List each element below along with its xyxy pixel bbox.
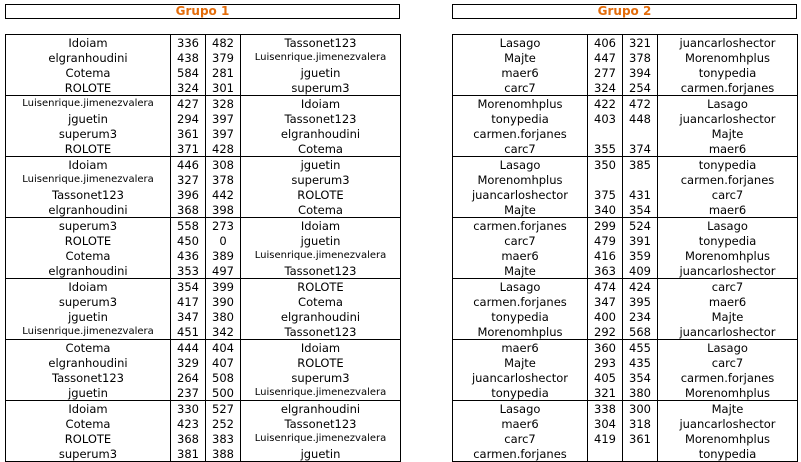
home-score-cell: 361	[171, 126, 206, 141]
home-score-cell: 293	[588, 355, 623, 370]
home-score-cell: 479	[588, 233, 623, 248]
away-player-cell: juancarloshector	[658, 416, 798, 431]
match-row	[6, 202, 401, 218]
match-row	[6, 401, 401, 417]
home-player-cell: Cotema	[6, 340, 171, 356]
home-player-cell: jguetin	[6, 385, 171, 401]
away-player-cell: carc7	[658, 355, 798, 370]
away-player-cell: superum3	[241, 172, 401, 187]
away-score-cell: 391	[623, 233, 658, 248]
away-player-cell: tonypedia	[658, 65, 798, 80]
home-player-cell: carc7	[453, 431, 588, 446]
home-player-cell: superum3	[6, 126, 171, 141]
match-row	[453, 218, 798, 234]
away-player-cell: carc7	[658, 279, 798, 295]
away-score-cell: 252	[206, 416, 241, 431]
away-score-cell: 273	[206, 218, 241, 234]
home-player-cell: jguetin	[6, 111, 171, 126]
away-score-cell: 359	[623, 248, 658, 263]
home-player-cell: maer6	[453, 416, 588, 431]
home-score-cell	[588, 446, 623, 462]
away-score-cell	[623, 126, 658, 141]
match-row	[453, 111, 798, 126]
home-score-cell: 338	[588, 401, 623, 417]
away-score-cell: 234	[623, 309, 658, 324]
home-player-cell: juancarloshector	[453, 187, 588, 202]
match-row	[6, 309, 401, 324]
home-player-cell: carc7	[453, 233, 588, 248]
away-player-cell: Cotema	[241, 141, 401, 157]
home-player-cell: Idoiam	[6, 157, 171, 173]
home-player-cell: carc7	[453, 80, 588, 96]
home-player-cell: Luisenrique.jimenezvalera	[6, 96, 171, 112]
away-score-cell: 300	[623, 401, 658, 417]
home-player-cell: Cotema	[6, 65, 171, 80]
away-player-cell: Majte	[658, 401, 798, 417]
away-score-cell: 321	[623, 35, 658, 51]
home-player-cell: Lasago	[453, 401, 588, 417]
away-score-cell: 318	[623, 416, 658, 431]
away-player-cell: Luisenrique.jimenezvalera	[241, 385, 401, 401]
match-row	[6, 294, 401, 309]
match-row	[453, 416, 798, 431]
match-row	[453, 248, 798, 263]
away-player-cell: ROLOTE	[241, 279, 401, 295]
home-player-cell: ROLOTE	[6, 80, 171, 96]
match-row	[6, 385, 401, 401]
away-score-cell: 435	[623, 355, 658, 370]
away-score-cell: 404	[206, 340, 241, 356]
home-score-cell: 329	[171, 355, 206, 370]
away-score-cell: 254	[623, 80, 658, 96]
away-score-cell: 568	[623, 324, 658, 340]
away-score-cell: 431	[623, 187, 658, 202]
match-row	[453, 279, 798, 295]
home-player-cell: tonypedia	[453, 385, 588, 401]
home-player-cell: carmen.forjanes	[453, 446, 588, 462]
home-player-cell: Majte	[453, 355, 588, 370]
match-row	[6, 324, 401, 340]
home-player-cell: ROLOTE	[6, 431, 171, 446]
away-score-cell: 388	[206, 446, 241, 462]
away-player-cell: Morenomhplus	[658, 385, 798, 401]
match-row	[453, 401, 798, 417]
home-player-cell: carc7	[453, 141, 588, 157]
home-player-cell: Majte	[453, 263, 588, 279]
home-player-cell: carmen.forjanes	[453, 126, 588, 141]
home-score-cell: 423	[171, 416, 206, 431]
away-player-cell: Majte	[658, 309, 798, 324]
away-score-cell: 342	[206, 324, 241, 340]
away-score-cell: 527	[206, 401, 241, 417]
home-score-cell: 292	[588, 324, 623, 340]
away-player-cell: Tassonet123	[241, 324, 401, 340]
home-score-cell: 396	[171, 187, 206, 202]
home-score-cell	[588, 172, 623, 187]
away-score-cell: 399	[206, 279, 241, 295]
home-player-cell: maer6	[453, 248, 588, 263]
group-1-rows	[6, 35, 401, 462]
group-1-title: Grupo 1	[5, 4, 400, 19]
home-player-cell: Tassonet123	[6, 187, 171, 202]
match-row	[6, 218, 401, 234]
match-row	[453, 370, 798, 385]
away-score-cell: 380	[623, 385, 658, 401]
home-player-cell: superum3	[6, 294, 171, 309]
away-player-cell: Morenomhplus	[658, 431, 798, 446]
away-score-cell: 409	[623, 263, 658, 279]
away-player-cell: Tassonet123	[241, 111, 401, 126]
away-player-cell: tonypedia	[658, 446, 798, 462]
match-row	[6, 126, 401, 141]
away-player-cell: juancarloshector	[658, 111, 798, 126]
away-player-cell: Cotema	[241, 294, 401, 309]
away-player-cell: Idoiam	[241, 340, 401, 356]
home-score-cell: 427	[171, 96, 206, 112]
away-player-cell: carmen.forjanes	[658, 172, 798, 187]
away-score-cell: 397	[206, 126, 241, 141]
home-player-cell: carmen.forjanes	[453, 294, 588, 309]
home-player-cell: Idoiam	[6, 401, 171, 417]
away-score-cell	[623, 446, 658, 462]
away-score-cell: 361	[623, 431, 658, 446]
away-score-cell: 378	[623, 50, 658, 65]
match-row	[453, 233, 798, 248]
away-player-cell: tonypedia	[658, 233, 798, 248]
away-score-cell: 442	[206, 187, 241, 202]
match-row	[6, 157, 401, 173]
home-player-cell: carmen.forjanes	[453, 218, 588, 234]
home-score-cell: 336	[171, 35, 206, 51]
match-row	[453, 355, 798, 370]
group-1-results-table	[5, 34, 401, 462]
match-row	[6, 96, 401, 112]
match-row	[453, 187, 798, 202]
match-row	[453, 65, 798, 80]
match-row	[453, 96, 798, 112]
match-row	[453, 294, 798, 309]
match-row	[6, 416, 401, 431]
away-player-cell: ROLOTE	[241, 355, 401, 370]
home-player-cell: elgranhoudini	[6, 202, 171, 218]
home-player-cell: maer6	[453, 65, 588, 80]
away-player-cell: maer6	[658, 294, 798, 309]
away-player-cell: juancarloshector	[658, 324, 798, 340]
home-score-cell: 347	[588, 294, 623, 309]
home-player-cell: elgranhoudini	[6, 263, 171, 279]
home-score-cell: 371	[171, 141, 206, 157]
match-row	[453, 263, 798, 279]
match-row	[453, 157, 798, 173]
away-score-cell: 301	[206, 80, 241, 96]
match-row	[6, 187, 401, 202]
match-row	[6, 141, 401, 157]
away-score-cell: 308	[206, 157, 241, 173]
home-player-cell: ROLOTE	[6, 233, 171, 248]
home-score-cell: 350	[588, 157, 623, 173]
away-player-cell: jguetin	[241, 446, 401, 462]
away-player-cell: elgranhoudini	[241, 401, 401, 417]
match-row	[453, 324, 798, 340]
match-row	[453, 446, 798, 462]
home-player-cell: tonypedia	[453, 309, 588, 324]
away-player-cell: Tassonet123	[241, 416, 401, 431]
away-player-cell: Luisenrique.jimenezvalera	[241, 248, 401, 263]
away-player-cell: elgranhoudini	[241, 126, 401, 141]
away-score-cell: 394	[623, 65, 658, 80]
home-player-cell: superum3	[6, 446, 171, 462]
match-row	[6, 172, 401, 187]
home-score-cell: 405	[588, 370, 623, 385]
match-row	[6, 50, 401, 65]
match-row	[6, 35, 401, 51]
home-score-cell: 340	[588, 202, 623, 218]
home-score-cell: 264	[171, 370, 206, 385]
home-score-cell: 436	[171, 248, 206, 263]
home-score-cell: 327	[171, 172, 206, 187]
away-score-cell: 407	[206, 355, 241, 370]
home-player-cell: Morenomhplus	[453, 324, 588, 340]
home-score-cell: 277	[588, 65, 623, 80]
away-score-cell: 354	[623, 370, 658, 385]
match-row	[453, 50, 798, 65]
away-score-cell: 380	[206, 309, 241, 324]
match-row	[6, 248, 401, 263]
home-player-cell: elgranhoudini	[6, 355, 171, 370]
away-player-cell: juancarloshector	[658, 263, 798, 279]
away-player-cell: Morenomhplus	[658, 50, 798, 65]
home-player-cell: superum3	[6, 218, 171, 234]
away-player-cell: jguetin	[241, 65, 401, 80]
away-player-cell: Majte	[658, 126, 798, 141]
away-score-cell: 0	[206, 233, 241, 248]
away-score-cell: 448	[623, 111, 658, 126]
home-score-cell: 403	[588, 111, 623, 126]
home-score-cell: 321	[588, 385, 623, 401]
match-row	[6, 431, 401, 446]
home-player-cell: Idoiam	[6, 35, 171, 51]
home-score-cell: 375	[588, 187, 623, 202]
home-player-cell: jguetin	[6, 309, 171, 324]
match-row	[453, 309, 798, 324]
match-row	[6, 80, 401, 96]
home-player-cell: Cotema	[6, 416, 171, 431]
group-2-rows	[453, 35, 798, 462]
match-row	[6, 65, 401, 80]
home-score-cell: 368	[171, 431, 206, 446]
away-score-cell: 374	[623, 141, 658, 157]
away-player-cell: Luisenrique.jimenezvalera	[241, 50, 401, 65]
away-score-cell: 390	[206, 294, 241, 309]
match-row	[453, 202, 798, 218]
away-player-cell: superum3	[241, 80, 401, 96]
match-row	[6, 233, 401, 248]
match-row	[453, 340, 798, 356]
home-player-cell: Luisenrique.jimenezvalera	[6, 324, 171, 340]
home-score-cell: 355	[588, 141, 623, 157]
home-score-cell: 417	[171, 294, 206, 309]
home-score-cell: 558	[171, 218, 206, 234]
home-score-cell: 330	[171, 401, 206, 417]
away-score-cell: 497	[206, 263, 241, 279]
away-player-cell: Tassonet123	[241, 35, 401, 51]
away-score-cell: 395	[623, 294, 658, 309]
home-score-cell: 416	[588, 248, 623, 263]
away-player-cell: Tassonet123	[241, 263, 401, 279]
home-player-cell: juancarloshector	[453, 370, 588, 385]
away-score-cell: 354	[623, 202, 658, 218]
away-player-cell: ROLOTE	[241, 187, 401, 202]
match-row	[453, 141, 798, 157]
home-player-cell: Morenomhplus	[453, 96, 588, 112]
home-player-cell: tonypedia	[453, 111, 588, 126]
home-player-cell: Idoiam	[6, 279, 171, 295]
home-score-cell: 419	[588, 431, 623, 446]
away-player-cell: Cotema	[241, 202, 401, 218]
away-player-cell: Idoiam	[241, 218, 401, 234]
away-score-cell: 281	[206, 65, 241, 80]
away-player-cell: superum3	[241, 370, 401, 385]
match-row	[6, 355, 401, 370]
home-score-cell: 368	[171, 202, 206, 218]
away-score-cell: 385	[623, 157, 658, 173]
home-player-cell: Lasago	[453, 279, 588, 295]
home-score-cell: 347	[171, 309, 206, 324]
match-row	[6, 340, 401, 356]
home-score-cell: 400	[588, 309, 623, 324]
home-player-cell: Lasago	[453, 35, 588, 51]
home-player-cell: elgranhoudini	[6, 50, 171, 65]
home-score-cell: 360	[588, 340, 623, 356]
match-row	[453, 35, 798, 51]
home-player-cell: Morenomhplus	[453, 172, 588, 187]
home-score-cell	[588, 126, 623, 141]
home-score-cell: 406	[588, 35, 623, 51]
home-score-cell: 304	[588, 416, 623, 431]
away-score-cell: 472	[623, 96, 658, 112]
away-player-cell: carmen.forjanes	[658, 80, 798, 96]
away-score-cell: 524	[623, 218, 658, 234]
match-row	[6, 111, 401, 126]
away-score-cell: 508	[206, 370, 241, 385]
away-score-cell: 328	[206, 96, 241, 112]
home-score-cell: 450	[171, 233, 206, 248]
away-score-cell: 428	[206, 141, 241, 157]
away-score-cell: 383	[206, 431, 241, 446]
home-player-cell: Majte	[453, 50, 588, 65]
home-player-cell: Luisenrique.jimenezvalera	[6, 172, 171, 187]
away-player-cell: jguetin	[241, 157, 401, 173]
away-player-cell: Morenomhplus	[658, 248, 798, 263]
match-row	[6, 370, 401, 385]
home-score-cell: 237	[171, 385, 206, 401]
away-score-cell: 389	[206, 248, 241, 263]
match-row	[6, 263, 401, 279]
group-2-title: Grupo 2	[452, 4, 797, 19]
away-score-cell	[623, 172, 658, 187]
home-score-cell: 451	[171, 324, 206, 340]
away-score-cell: 398	[206, 202, 241, 218]
away-player-cell: Lasago	[658, 218, 798, 234]
away-player-cell: elgranhoudini	[241, 309, 401, 324]
away-player-cell: maer6	[658, 141, 798, 157]
home-player-cell: Cotema	[6, 248, 171, 263]
home-score-cell: 444	[171, 340, 206, 356]
away-score-cell: 455	[623, 340, 658, 356]
match-row	[6, 279, 401, 295]
home-player-cell: Tassonet123	[6, 370, 171, 385]
home-score-cell: 584	[171, 65, 206, 80]
away-player-cell: carc7	[658, 187, 798, 202]
home-score-cell: 446	[171, 157, 206, 173]
away-player-cell: Luisenrique.jimenezvalera	[241, 431, 401, 446]
match-row	[6, 446, 401, 462]
home-player-cell: Majte	[453, 202, 588, 218]
away-score-cell: 378	[206, 172, 241, 187]
away-score-cell: 397	[206, 111, 241, 126]
home-player-cell: ROLOTE	[6, 141, 171, 157]
away-player-cell: Lasago	[658, 96, 798, 112]
away-player-cell: jguetin	[241, 233, 401, 248]
home-score-cell: 363	[588, 263, 623, 279]
group-2-results-table	[452, 34, 798, 462]
away-player-cell: maer6	[658, 202, 798, 218]
match-row	[453, 126, 798, 141]
away-score-cell: 379	[206, 50, 241, 65]
home-score-cell: 324	[588, 80, 623, 96]
away-player-cell: Idoiam	[241, 96, 401, 112]
home-player-cell: Lasago	[453, 157, 588, 173]
home-player-cell: maer6	[453, 340, 588, 356]
home-score-cell: 353	[171, 263, 206, 279]
match-row	[453, 385, 798, 401]
away-player-cell: tonypedia	[658, 157, 798, 173]
home-score-cell: 474	[588, 279, 623, 295]
home-score-cell: 324	[171, 80, 206, 96]
away-player-cell: juancarloshector	[658, 35, 798, 51]
home-score-cell: 294	[171, 111, 206, 126]
home-score-cell: 422	[588, 96, 623, 112]
match-row	[453, 80, 798, 96]
match-row	[453, 172, 798, 187]
home-score-cell: 447	[588, 50, 623, 65]
away-score-cell: 500	[206, 385, 241, 401]
home-score-cell: 354	[171, 279, 206, 295]
home-score-cell: 381	[171, 446, 206, 462]
home-score-cell: 299	[588, 218, 623, 234]
away-score-cell: 424	[623, 279, 658, 295]
away-player-cell: Lasago	[658, 340, 798, 356]
home-score-cell: 438	[171, 50, 206, 65]
match-row	[453, 431, 798, 446]
away-score-cell: 482	[206, 35, 241, 51]
away-player-cell: carmen.forjanes	[658, 370, 798, 385]
